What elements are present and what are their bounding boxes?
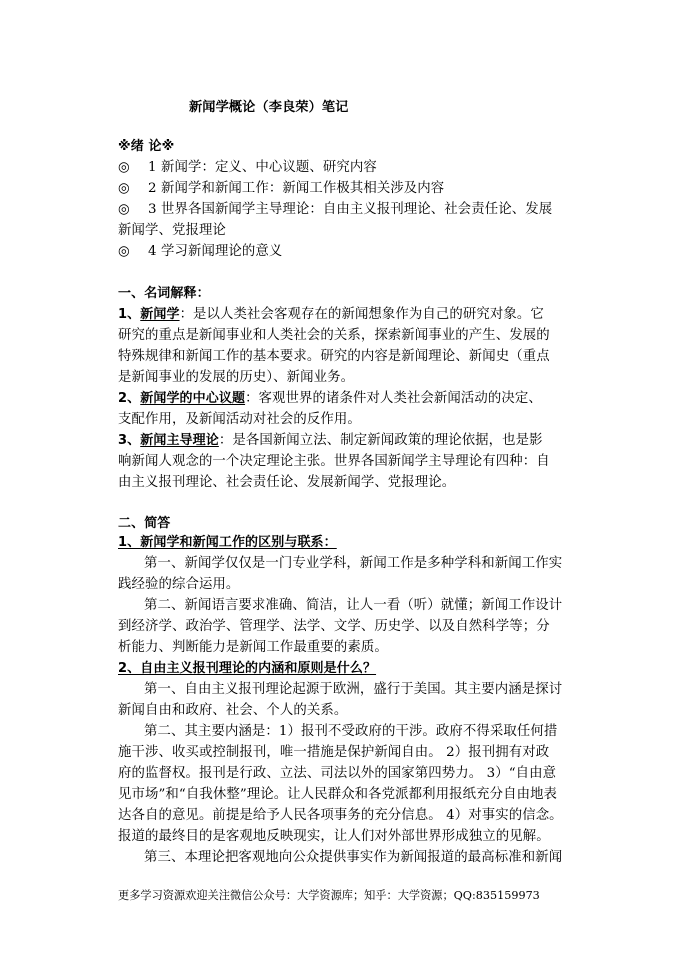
- paragraph-line: 到经济学、政治学、管理学、法学、文学、历史学、以及自然科学等；分: [118, 619, 550, 634]
- paragraph-line: 报道的最终目的是客观地反映现实，让人们对外部世界形成独立的见解。: [118, 829, 550, 844]
- bullet-icon: ◎: [118, 160, 130, 175]
- paragraph-line: 见市场”和“自我休整”理论。让人民群众和各党派都利用报纸充分自由地表: [118, 787, 558, 802]
- intro-heading: ※绪 论※: [118, 139, 175, 154]
- paragraph-line: 第一、新闻学仅仅是一门专业学科，新闻工作是多种学科和新闻工作实: [144, 556, 563, 571]
- intro-item: ◎ 4 学习新闻理论的意义: [118, 241, 578, 262]
- question-heading: 2、自由主义报刊理论的内涵和原则是什么？: [118, 661, 377, 676]
- term-text-line: 研究的重点是新闻事业和人类社会的关系，探索新闻事业的产生、发展的: [118, 328, 550, 343]
- bullet-icon: ◎: [118, 202, 130, 217]
- intro-item: ◎ 3 世界各国新闻学主导理论：自由主义报刊理论、社会责任论、发展: [118, 199, 578, 220]
- term-entry: 3、新闻主导理论：是各国新闻立法、制定新闻政策的理论依据，也是影: [118, 433, 543, 448]
- term-text-line: 是新闻事业的发展的历史）、新闻业务。: [118, 370, 355, 385]
- term-text-line: 由主义报刊理论、社会责任论、发展新闻学、党报理论。: [118, 475, 456, 490]
- paragraph-line: 第三、本理论把客观地向公众提供事实作为新闻报道的最高标准和新闻: [144, 850, 563, 865]
- term-text-line: 响新闻人观念的一个决定理论主张。世界各国新闻学主导理论有四种：自: [118, 454, 550, 469]
- term-text-line: 支配作用，及新闻活动对社会的反作用。: [118, 412, 361, 427]
- term-entry: 2、新闻学的中心议题：客观世界的诸条件对人类社会新闻活动的决定、: [118, 391, 542, 406]
- paragraph-line: 第二、其主要内涵是：1）报刊不受政府的干涉。政府不得采取任何措: [144, 724, 558, 739]
- question-heading: 1、新闻学和新闻工作的区别与联系：: [118, 535, 337, 550]
- paragraph-line: 第二、新闻语言要求准确、简洁，让人一看（听）就懂；新闻工作设计: [144, 598, 563, 613]
- page-title: 新闻学概论（李良荣）笔记: [189, 100, 349, 115]
- paragraph-line: 达各自的意见。前提是给予人民各项事务的充分信息。 4）对事实的信念。: [118, 808, 563, 823]
- intro-item: ◎ 2 新闻学和新闻工作：新闻工作极其相关涉及内容: [118, 178, 578, 199]
- term-name: 新闻主导理论: [140, 433, 219, 448]
- paragraph-line: 新闻自由和政府、社会、个人的关系。: [118, 703, 348, 718]
- paragraph-line: 析能力、判断能力是新闻工作最重要的素质。: [118, 640, 388, 655]
- bullet-icon: ◎: [118, 244, 130, 259]
- term-text-line: 特殊规律和新闻工作的基本要求。研究的内容是新闻理论、新闻史（重点: [118, 349, 550, 364]
- paragraph-line: 第一、自由主义报刊理论起源于欧洲，盛行于美国。其主要内涵是探讨: [144, 682, 563, 697]
- section2-heading: 二、简答: [118, 516, 171, 531]
- term-name: 新闻学的中心议题: [140, 391, 246, 406]
- term-name: 新闻学: [140, 307, 180, 322]
- intro-item: ◎ 1 新闻学：定义、中心议题、研究内容: [118, 157, 578, 178]
- bullet-icon: ◎: [118, 181, 130, 196]
- page-footer: 更多学习资源欢迎关注微信公众号：大学资源库；知乎：大学资源；QQ:835159973: [118, 889, 540, 902]
- intro-item-continuation: 新闻学、党报理论: [118, 223, 226, 238]
- paragraph-line: 践经验的综合运用。: [118, 577, 240, 592]
- term-entry: 1、新闻学：是以人类社会客观存在的新闻想象作为自己的研究对象。它: [118, 307, 544, 322]
- paragraph-line: 施干涉、收买或控制报刊，唯一措施是保护新闻自由。 2）报刊拥有对政: [118, 745, 550, 760]
- section1-heading: 一、名词解释：: [118, 286, 210, 301]
- paragraph-line: 府的监督权。报刊是行政、立法、司法以外的国家第四势力。 3）“自由意: [118, 766, 557, 781]
